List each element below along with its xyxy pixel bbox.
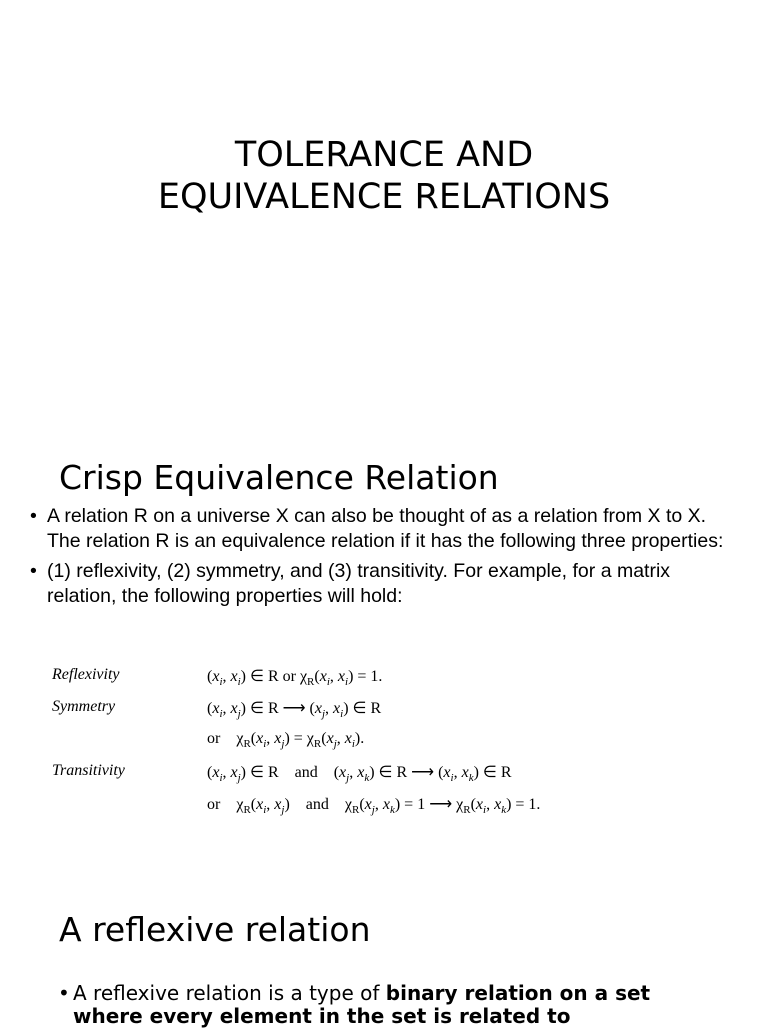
symmetry-formula-alt: or $\chi_R(x_i$, $x_j) = \chi_R(x_j$, $x_i$). xyxy=(207,730,365,751)
bullet-dot-icon: • xyxy=(30,560,37,582)
bullet-item: • A relation R on a universe X can also be thought of as a relation from X to X. The relation R is an equivalence relation if it has the following three properties: xyxy=(30,505,724,552)
reflexivity-label: Reflexivity xyxy=(52,666,120,683)
bullet-item: • (1) reflexivity, (2) symmetry, and (3) transitivity. For example, for a matrix relation, the following properties will hold: xyxy=(30,560,671,607)
bullet-dot-icon: • xyxy=(30,505,37,527)
formula-row-symmetry xyxy=(52,694,672,726)
symmetry-formula: ($x_i$, $x_j$) ∈ R ⟶ ($x_j$, $x_i$) ∈ R xyxy=(207,700,382,721)
transitivity-formula: ($x_i$, $x_j$) ∈ R and ($x_j$, $x_k$) ∈ R ⟶ ($x_i$, $x_k$) ∈ R xyxy=(207,764,512,785)
formula-row-transitivity-alt xyxy=(52,790,672,822)
title-line-1: TOLERANCE AND xyxy=(234,135,534,175)
bullet-item: • A reflexive relation is a type of binary relation on a set where every element in the set is related to xyxy=(58,981,651,1028)
formula-row-symmetry-alt xyxy=(52,726,672,758)
slide-title xyxy=(0,134,768,218)
properties-formula-image xyxy=(52,662,672,822)
crisp-equivalence-slide xyxy=(0,430,768,890)
transitivity-formula-alt: or $\chi_R(x_i$, $x_j$) and $\chi_R(x_j$, $x_k) = 1$ ⟶ $\chi_R(x_i$, $x_k) = 1$. xyxy=(207,796,541,817)
bold-text: binary relation on a set where every element in the set is related to xyxy=(73,981,651,1028)
title-line-2: EQUIVALENCE RELATIONS xyxy=(157,177,611,217)
bullet-list xyxy=(58,982,718,1034)
symmetry-label: Symmetry xyxy=(52,698,116,715)
slide-heading: Crisp Equivalence Relation xyxy=(59,458,499,497)
slide-heading: A reflexive relation xyxy=(59,910,371,949)
formula-row-reflexivity xyxy=(52,662,672,694)
transitivity-label: Transitivity xyxy=(52,762,125,779)
reflexivity-formula: ($x_i$, $x_i$) ∈ R or $\chi_R(x_i$, $x_i) = 1$. xyxy=(207,668,383,689)
title-slide xyxy=(0,0,768,430)
bullet-list xyxy=(30,504,730,614)
bullet-dot-icon: • xyxy=(58,981,70,1005)
reflexive-relation-slide xyxy=(0,890,768,1028)
formula-row-transitivity xyxy=(52,758,672,790)
